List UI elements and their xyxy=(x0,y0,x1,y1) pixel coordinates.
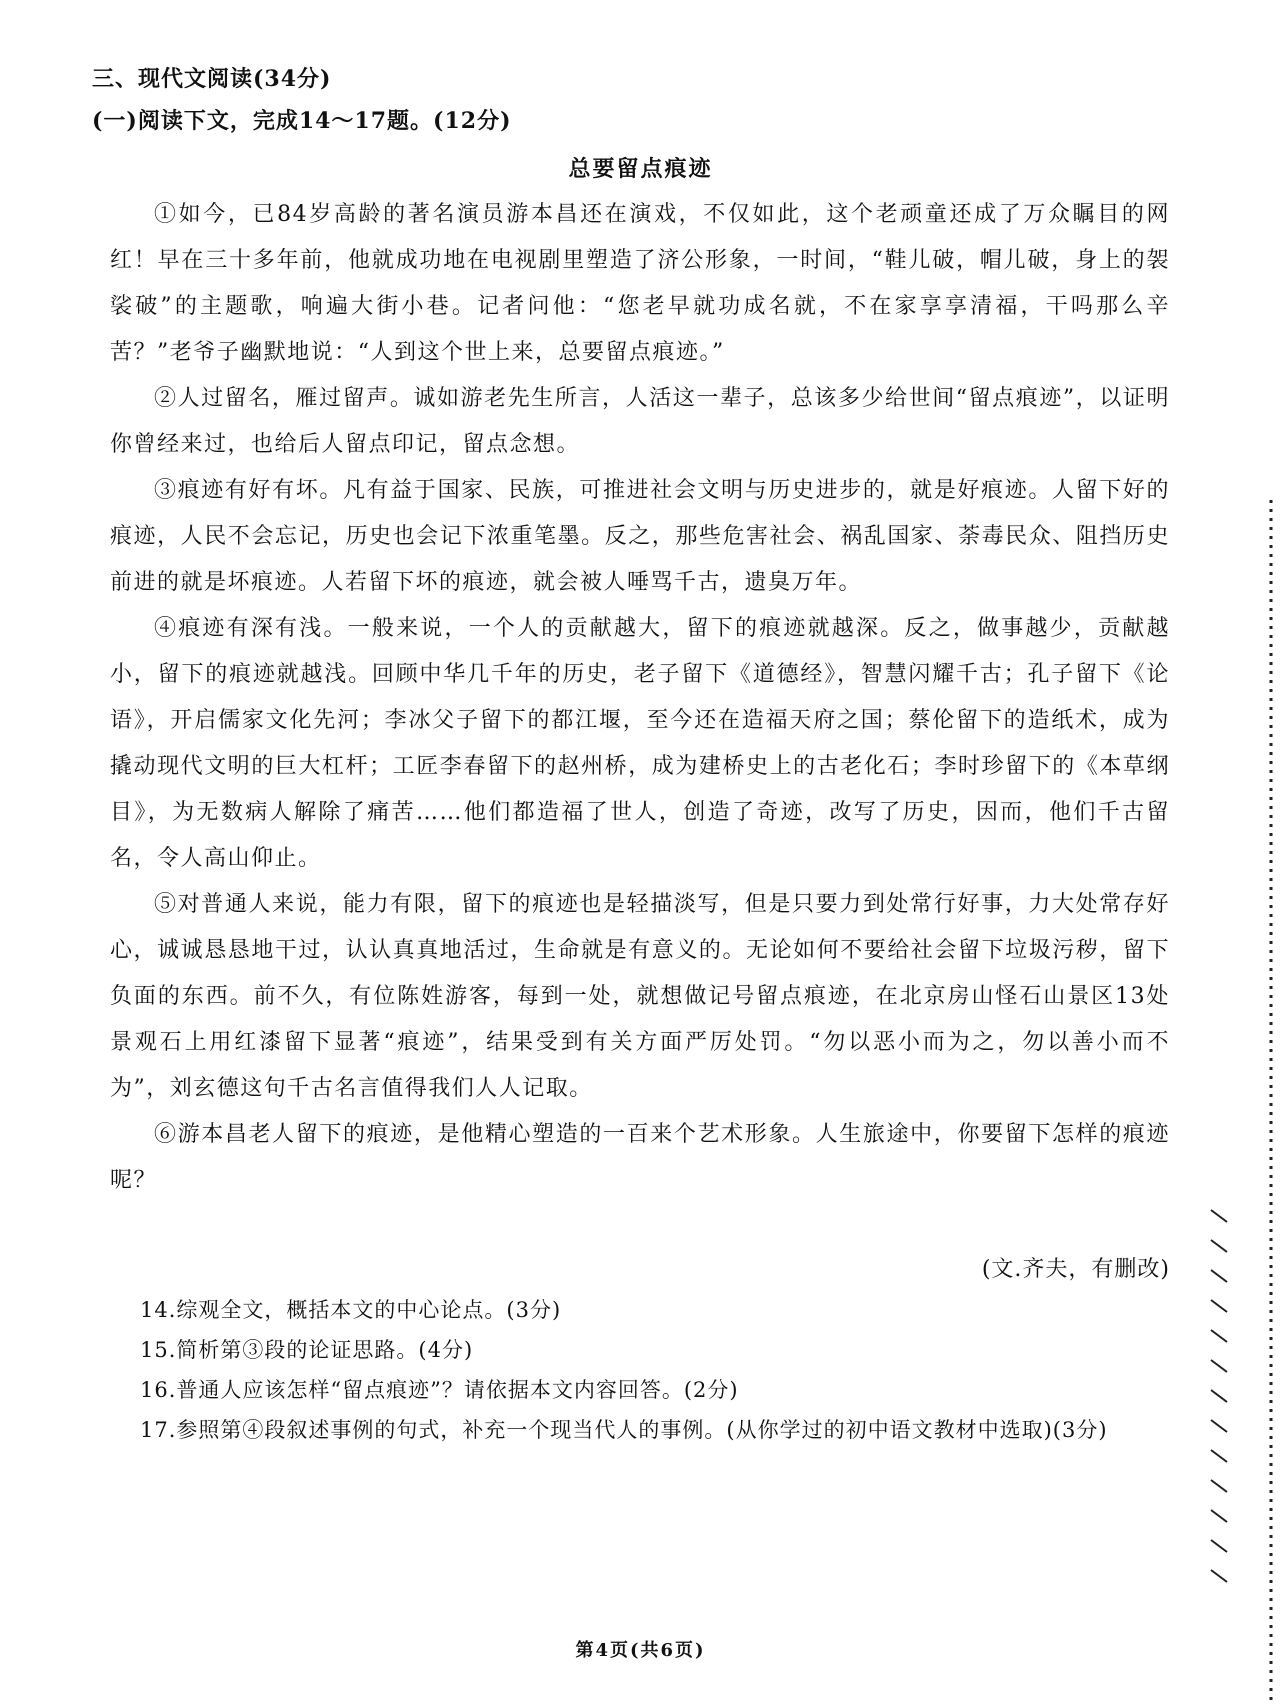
paragraph-1: ①如今，已84岁高龄的著名演员游本昌还在演戏，不仅如此，这个老顽童还成了万众瞩目的网红！早在三十多年前，他就成功地在电视剧里塑造了济公形象，一时间，“鞋儿破，帽儿破，身上的袈裟破”的主题歌，响遍大街小巷。记者问他：“您老早就功成名就，不在家享享清福，干吗那么辛苦？”老爷子幽默地说：“人到这个世上来，总要留点痕迹。” xyxy=(110,202,1170,365)
question-17: 17.参照第④段叙述事例的句式，补充一个现当代人的事例。(从你学过的初中语文教材中选取)(3分) xyxy=(140,1418,1108,1442)
paragraph-3: ③痕迹有好有坏。凡有益于国家、民族，可推进社会文明与历史进步的，就是好痕迹。人留下好的痕迹，人民不会忘记，历史也会记下浓重笔墨。反之，那些危害社会、祸乱国家、荼毒民众、阻挡历史前进的就是坏痕迹。人若留下坏的痕迹，就会被人唾骂千古，遗臭万年。 xyxy=(110,478,1170,595)
question-15: 15.简析第③段的论证思路。(4分) xyxy=(140,1338,474,1362)
article-body xyxy=(110,192,1170,1204)
paragraph-5: ⑤对普通人来说，能力有限，留下的痕迹也是轻描淡写，但是只要力到处常行好事，力大处常存好心，诚诚恳恳地干过，认认真真地活过，生命就是有意义的。无论如何不要给社会留下垃圾污秽，留下负面的东西。前不久，有位陈姓游客，每到一处，就想做记号留点痕迹，在北京房山怪石山景区13处景观石上用红漆留下显著“痕迹”，结果受到有关方面严厉处罚。“勿以恶小而为之，勿以善小而不为”，刘玄德这句千古名言值得我们人人记取。 xyxy=(110,892,1170,1101)
question-16: 16.普通人应该怎样“留点痕迹”？请依据本文内容回答。(2分) xyxy=(140,1378,739,1402)
section-heading: 三、现代文阅读(34分) xyxy=(92,66,332,92)
paragraph-4: ④痕迹有深有浅。一般来说，一个人的贡献越大，留下的痕迹就越深。反之，做事越少，贡献越小，留下的痕迹就越浅。回顾中华几千年的历史，老子留下《道德经》，智慧闪耀千古；孔子留下《论语》，开启儒家文化先河；李冰父子留下的都江堰，至今还在造福天府之国；蔡伦留下的造纸术，成为撬动现代文明的巨大杠杆；工匠李春留下的赵州桥，成为建桥史上的古老化石；李时珍留下的《本草纲目》，为无数病人解除了痛苦……他们都造福了世人，创造了奇迹，改写了历史，因而，他们千古留名，令人高山仰止。 xyxy=(110,616,1170,871)
page-number: 第4页(共6页) xyxy=(575,1640,706,1661)
paragraph-2: ②人过留名，雁过留声。诚如游老先生所言，人活这一辈子，总该多少给世间“留点痕迹”，以证明你曾经来过，也给后人留点印记，留点念想。 xyxy=(110,386,1170,457)
question-14: 14.综观全文，概括本文的中心论点。(3分) xyxy=(140,1298,562,1322)
binding-dotted-line xyxy=(1201,0,1281,1707)
article-title: 总要留点痕迹 xyxy=(568,156,713,182)
reading-instruction: (一)阅读下文，完成14～17题。(12分) xyxy=(92,108,512,134)
question-list xyxy=(140,1290,1170,1450)
article-source: (文.齐夫，有删改) xyxy=(981,1257,1170,1282)
paragraph-6: ⑥游本昌老人留下的痕迹，是他精心塑造的一百来个艺术形象。人生旅途中，你要留下怎样的痕迹呢？ xyxy=(110,1122,1170,1193)
